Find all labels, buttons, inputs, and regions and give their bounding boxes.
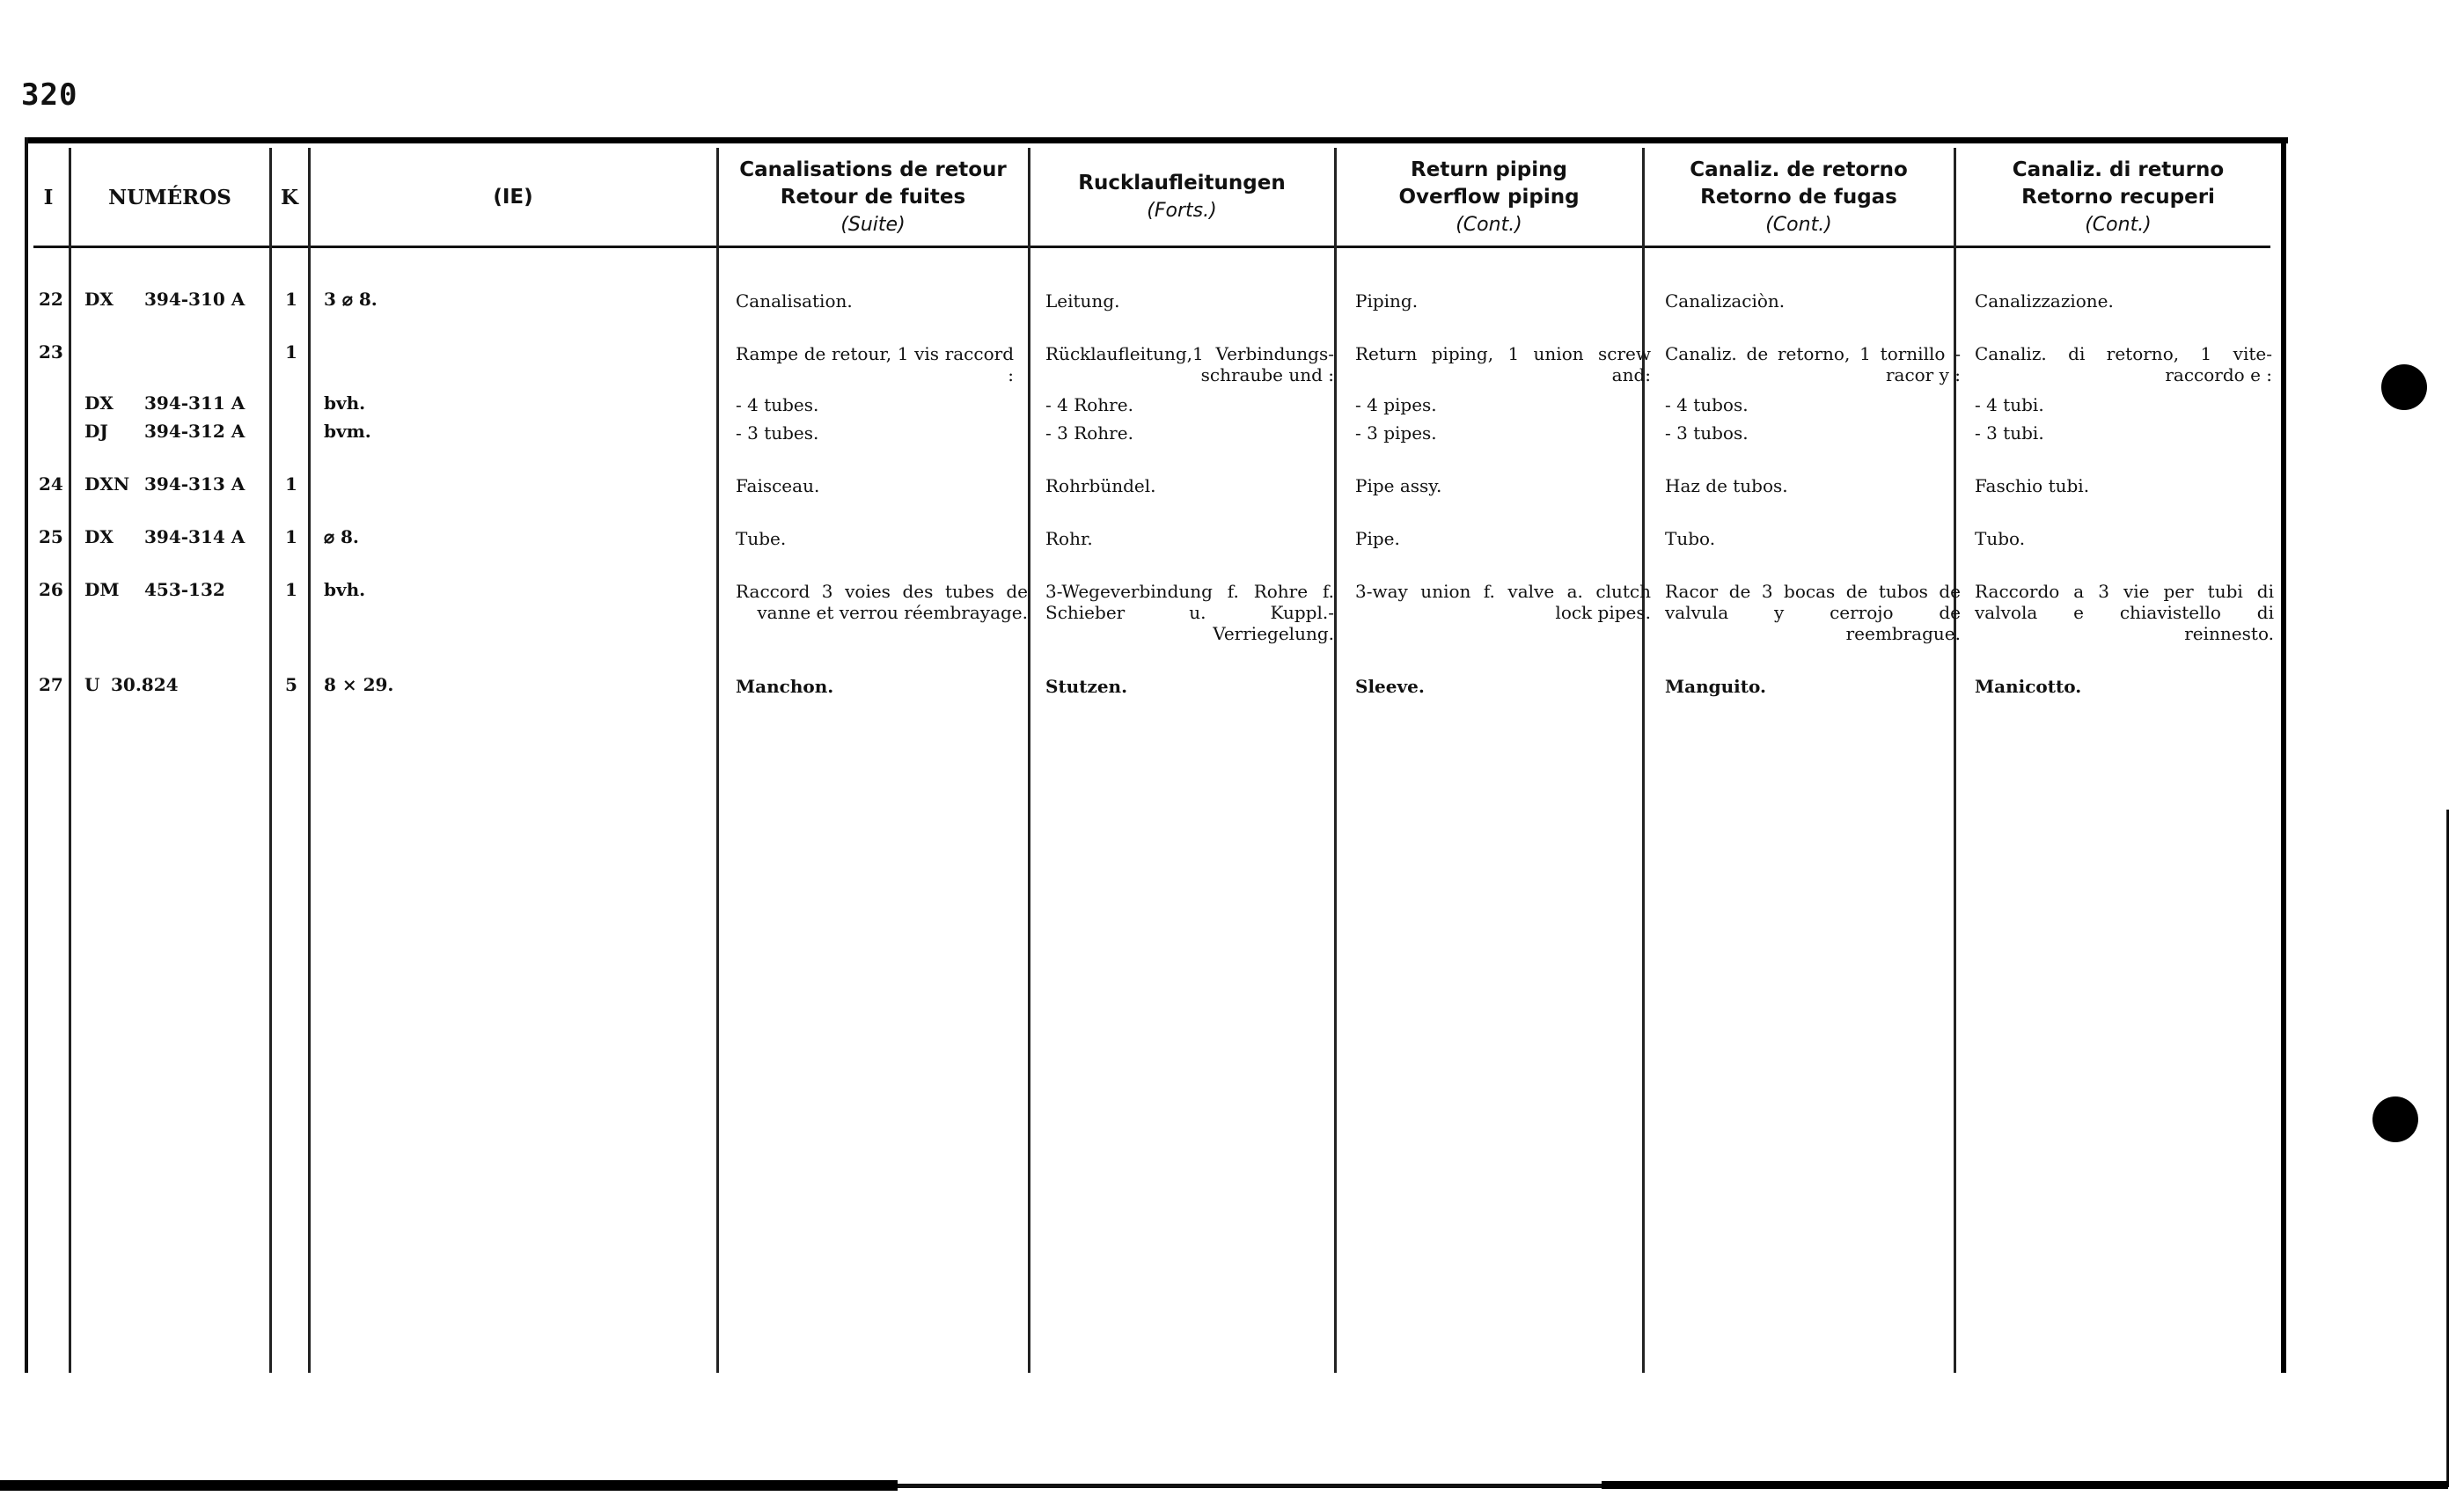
desc-en: - 4 pipes.	[1355, 394, 1437, 415]
desc-en: Piping.	[1355, 290, 1419, 312]
bottom-rule-thick	[1602, 1481, 2448, 1489]
part-number: 394-310 A	[144, 289, 246, 310]
desc-de: 3-Wegeverbindung f. Rohre f. Schieber u. Kuppl.-Verriegelung.	[1045, 581, 1334, 644]
column-divider	[1642, 148, 1645, 1373]
desc-fr: Canalisation.	[736, 290, 853, 312]
column-divider	[716, 148, 719, 1373]
desc-de: Stutzen.	[1045, 676, 1128, 697]
desc-es: Manguito.	[1665, 676, 1766, 697]
desc-en: Pipe assy.	[1355, 475, 1442, 496]
part-prefix: DJ	[84, 421, 108, 442]
row-index: 27	[39, 674, 63, 695]
header-fr-line1: Canalisations de retour	[739, 158, 1007, 181]
header-english	[1336, 151, 1642, 243]
part-number: 394-313 A	[144, 473, 246, 495]
header-french	[718, 151, 1028, 243]
table-left-border	[25, 137, 28, 1373]
part-number: 394-312 A	[144, 421, 246, 442]
row-index: 24	[39, 473, 63, 495]
part-prefix: DX	[84, 289, 114, 310]
desc-it: Faschio tubi.	[1975, 475, 2090, 496]
desc-fr: Tube.	[736, 528, 787, 549]
desc-de: Rücklaufleitung,1 Verbindungs-schraube und :	[1045, 343, 1334, 385]
header-en-line2: Overflow piping	[1398, 185, 1580, 209]
header-it-line2: Retorno recuperi	[2021, 185, 2215, 209]
column-divider	[308, 148, 311, 1373]
header-fr-line2: Retour de fuites	[780, 185, 966, 209]
header-en-line3: (Cont.)	[1456, 213, 1522, 236]
header-it-line3: (Cont.)	[2085, 213, 2152, 236]
table-top-border	[25, 137, 2288, 143]
desc-es: Tubo.	[1665, 528, 1716, 549]
desc-it: - 4 tubi.	[1975, 394, 2044, 415]
desc-en: Return piping, 1 union screw and:	[1355, 343, 1651, 385]
ie-spec: bvm.	[324, 421, 371, 442]
punch-hole	[2381, 364, 2427, 410]
desc-it: Canaliz. di retorno, 1 vite-raccordo e :	[1975, 343, 2272, 385]
part-prefix: U	[84, 674, 100, 695]
part-number: 453-132	[144, 579, 225, 600]
quantity: 1	[285, 526, 297, 547]
desc-it: - 3 tubi.	[1975, 422, 2044, 444]
desc-de: - 3 Rohre.	[1045, 422, 1133, 444]
header-es-line1: Canaliz. de retorno	[1690, 158, 1908, 181]
column-divider	[1954, 148, 1956, 1373]
desc-en: - 3 pipes.	[1355, 422, 1437, 444]
row-index: 26	[39, 579, 63, 600]
desc-it: Manicotto.	[1975, 676, 2082, 697]
row-index: 22	[39, 289, 63, 310]
part-prefix: DXN	[84, 473, 130, 495]
quantity: 1	[285, 341, 297, 363]
ie-spec: ⌀ 8.	[324, 526, 359, 547]
desc-fr: Raccord 3 voies des tubes de vanne et verrou réembrayage.	[736, 581, 1028, 623]
desc-de: - 4 Rohre.	[1045, 394, 1133, 415]
quantity: 1	[285, 473, 297, 495]
ie-spec: bvh.	[324, 579, 366, 600]
ie-spec: 3 ⌀ 8.	[324, 289, 378, 310]
desc-en: Sleeve.	[1355, 676, 1425, 697]
desc-es: - 4 tubos.	[1665, 394, 1749, 415]
header-ie	[310, 151, 716, 243]
page-number: 320	[21, 77, 78, 113]
part-number: 394-314 A	[144, 526, 246, 547]
header-de-line1: Rucklaufleitungen	[1078, 172, 1286, 194]
desc-fr: Rampe de retour, 1 vis raccord :	[736, 343, 1014, 385]
desc-es: Haz de tubos.	[1665, 475, 1788, 496]
part-number: 30.824	[111, 674, 179, 695]
column-divider	[1334, 148, 1337, 1373]
desc-de: Leitung.	[1045, 290, 1120, 312]
quantity: 5	[285, 674, 297, 695]
desc-de: Rohrbündel.	[1045, 475, 1156, 496]
desc-it: Tubo.	[1975, 528, 2026, 549]
table-right-border	[2281, 137, 2286, 1373]
desc-fr: - 4 tubes.	[736, 394, 819, 415]
header-k: K	[281, 185, 298, 209]
page-edge-line	[2446, 810, 2449, 1487]
header-en-line1: Return piping	[1411, 158, 1567, 181]
desc-es: Canalizaciòn.	[1665, 290, 1786, 312]
header-ie-label: (IE)	[493, 185, 533, 209]
quantity: 1	[285, 579, 297, 600]
desc-fr: - 3 tubes.	[736, 422, 819, 444]
row-index: 25	[39, 526, 63, 547]
part-prefix: DX	[84, 392, 114, 414]
punch-hole	[2372, 1096, 2418, 1142]
header-it-line1: Canaliz. di returno	[2012, 158, 2225, 181]
header-es-line3: (Cont.)	[1765, 213, 1832, 236]
header-fr-line3: (Suite)	[840, 213, 906, 236]
column-divider	[69, 148, 71, 1373]
part-number: 394-311 A	[144, 392, 246, 414]
desc-fr: Faisceau.	[736, 475, 820, 496]
quantity: 1	[285, 289, 297, 310]
desc-en: 3-way union f. valve a. clutch lock pipes.	[1355, 581, 1651, 623]
desc-fr: Manchon.	[736, 676, 834, 697]
ie-spec: 8 × 29.	[324, 674, 394, 695]
header-divider	[33, 246, 2270, 248]
desc-it: Canalizzazione.	[1975, 290, 2114, 312]
desc-es: Canaliz. de retorno, 1 tornillo - racor y :	[1665, 343, 1961, 385]
header-de-line2: (Forts.)	[1147, 200, 1217, 222]
header-index: I	[43, 185, 54, 209]
part-prefix: DX	[84, 526, 114, 547]
header-es-line2: Retorno de fugas	[1700, 185, 1897, 209]
header-german	[1030, 151, 1334, 243]
header-italian	[1955, 151, 2281, 243]
part-prefix: DM	[84, 579, 120, 600]
column-divider	[269, 148, 272, 1373]
column-divider	[1028, 148, 1030, 1373]
desc-es: Racor de 3 bocas de tubos de valvula y cerrojo de reembrague.	[1665, 581, 1961, 644]
header-spanish	[1644, 151, 1954, 243]
bottom-rule-thick	[0, 1480, 898, 1491]
desc-it: Raccordo a 3 vie per tubi di valvola e chiavistello di reinnesto.	[1975, 581, 2274, 644]
ie-spec: bvh.	[324, 392, 366, 414]
row-index: 23	[39, 341, 63, 363]
desc-es: - 3 tubos.	[1665, 422, 1749, 444]
desc-de: Rohr.	[1045, 528, 1093, 549]
header-numbers: NUMÉROS	[108, 185, 231, 209]
desc-en: Pipe.	[1355, 528, 1400, 549]
